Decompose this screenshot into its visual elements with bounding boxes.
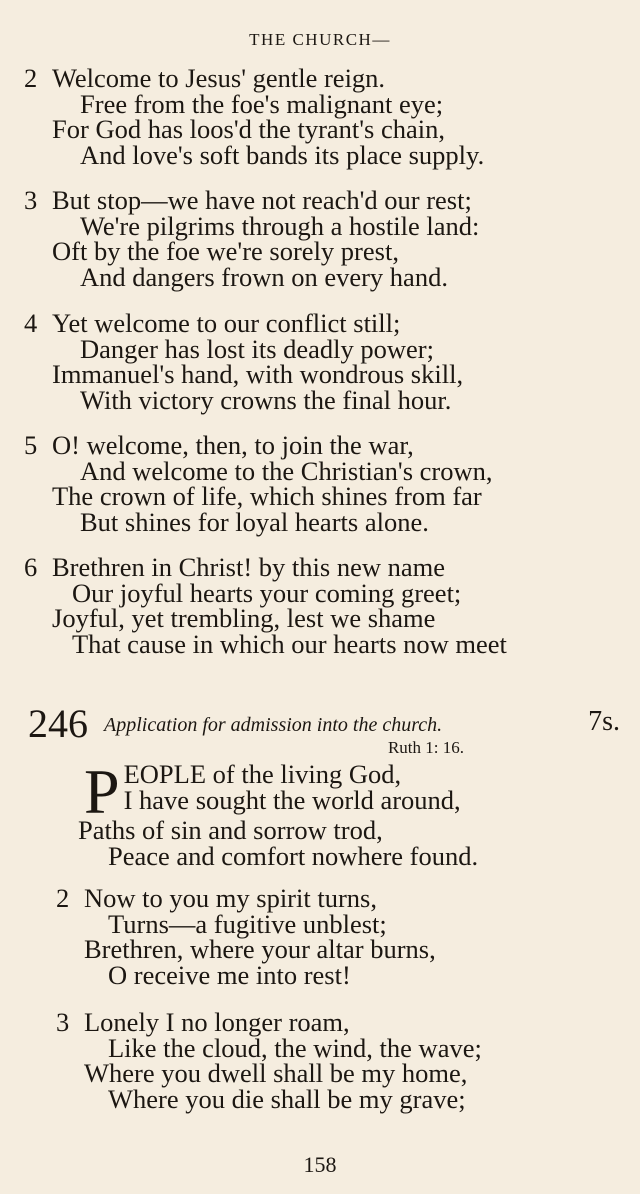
verse-line: For God has loos'd the tyrant's chain, bbox=[52, 114, 446, 144]
running-header: THE CHURCH— bbox=[249, 30, 391, 49]
stanza-number: 3 bbox=[24, 185, 38, 215]
hymn-stanza-2 bbox=[56, 883, 626, 990]
stanza-5 bbox=[24, 430, 624, 537]
verse-line: Danger has lost its deadly power; bbox=[80, 333, 434, 364]
verse-line: Brethren in Christ! by this new name bbox=[52, 552, 446, 582]
verse-line: But shines for loyal hearts alone. bbox=[80, 506, 429, 537]
verse-line: And dangers frown on every hand. bbox=[80, 261, 448, 292]
verse-line: Oft by the foe we're sorely prest, bbox=[52, 236, 399, 266]
verse-line: Where you die shall be my grave; bbox=[108, 1083, 466, 1114]
scripture-reference: Ruth 1: 16. bbox=[387, 738, 464, 757]
hymn-title: Application for admission into the church. bbox=[104, 714, 443, 736]
verse-line: Brethren, where your altar burns, bbox=[84, 934, 436, 964]
hymn-stanza-3 bbox=[56, 1007, 626, 1114]
verse-line: And welcome to the Christian's crown, bbox=[80, 455, 493, 486]
stanza-number: 6 bbox=[24, 552, 38, 582]
stanza-6 bbox=[24, 552, 624, 659]
verse-line: With victory crowns the final hour. bbox=[80, 384, 452, 415]
hymn-meter: 7s. bbox=[588, 706, 620, 737]
stanza-2 bbox=[24, 63, 624, 170]
hymn-stanza-1 bbox=[78, 756, 624, 871]
stanza-3 bbox=[24, 185, 624, 292]
stanza-number: 3 bbox=[56, 1007, 70, 1037]
verse-line: Joyful, yet trembling, lest we shame bbox=[52, 603, 436, 633]
verse-line: Lonely I no longer roam, bbox=[84, 1007, 350, 1037]
verse-line: O receive me into rest! bbox=[108, 959, 351, 990]
stanza-number: 5 bbox=[24, 430, 38, 460]
verse-line: And love's soft bands its place supply. bbox=[80, 139, 485, 170]
stanza-number: 2 bbox=[56, 883, 70, 913]
verse-line: Our joyful hearts your coming greet; bbox=[72, 577, 462, 608]
verse-line: Immanuel's hand, with wondrous skill, bbox=[52, 359, 464, 389]
verse-line: Welcome to Jesus' gentle reign. bbox=[52, 63, 386, 93]
verse-line: Where you dwell shall be my home, bbox=[84, 1058, 468, 1088]
page-number: 158 bbox=[303, 1152, 337, 1177]
verse-line: The crown of life, which shines from far bbox=[52, 481, 482, 511]
verse-line: But stop—we have not reach'd our rest; bbox=[52, 185, 472, 215]
verse-line: Peace and comfort nowhere found. bbox=[108, 840, 479, 871]
stanza-number: 2 bbox=[24, 63, 38, 93]
verse-line: We're pilgrims through a hostile land: bbox=[80, 210, 480, 241]
verse-line: Turns—a fugitive unblest; bbox=[108, 908, 387, 939]
stanza-number: 4 bbox=[24, 308, 38, 338]
verse-line: That cause in which our hearts now meet bbox=[72, 628, 507, 659]
verse-line: EOPLE of the living God, bbox=[123, 759, 402, 789]
hymn-heading bbox=[24, 701, 620, 757]
verse-line: Free from the foe's malignant eye; bbox=[80, 88, 444, 119]
verse-line: I have sought the world around, bbox=[123, 784, 461, 815]
verse-line: O! welcome, then, to join the war, bbox=[52, 430, 414, 460]
hymn-number: 246 bbox=[28, 701, 88, 746]
verse-line: Yet welcome to our conflict still; bbox=[52, 308, 401, 338]
verse-line: Now to you my spirit turns, bbox=[84, 883, 377, 913]
verse-line: Like the cloud, the wind, the wave; bbox=[108, 1032, 482, 1063]
drop-cap: P bbox=[84, 756, 120, 827]
stanza-4 bbox=[24, 308, 624, 415]
verse-line: Paths of sin and sorrow trod, bbox=[78, 815, 383, 845]
